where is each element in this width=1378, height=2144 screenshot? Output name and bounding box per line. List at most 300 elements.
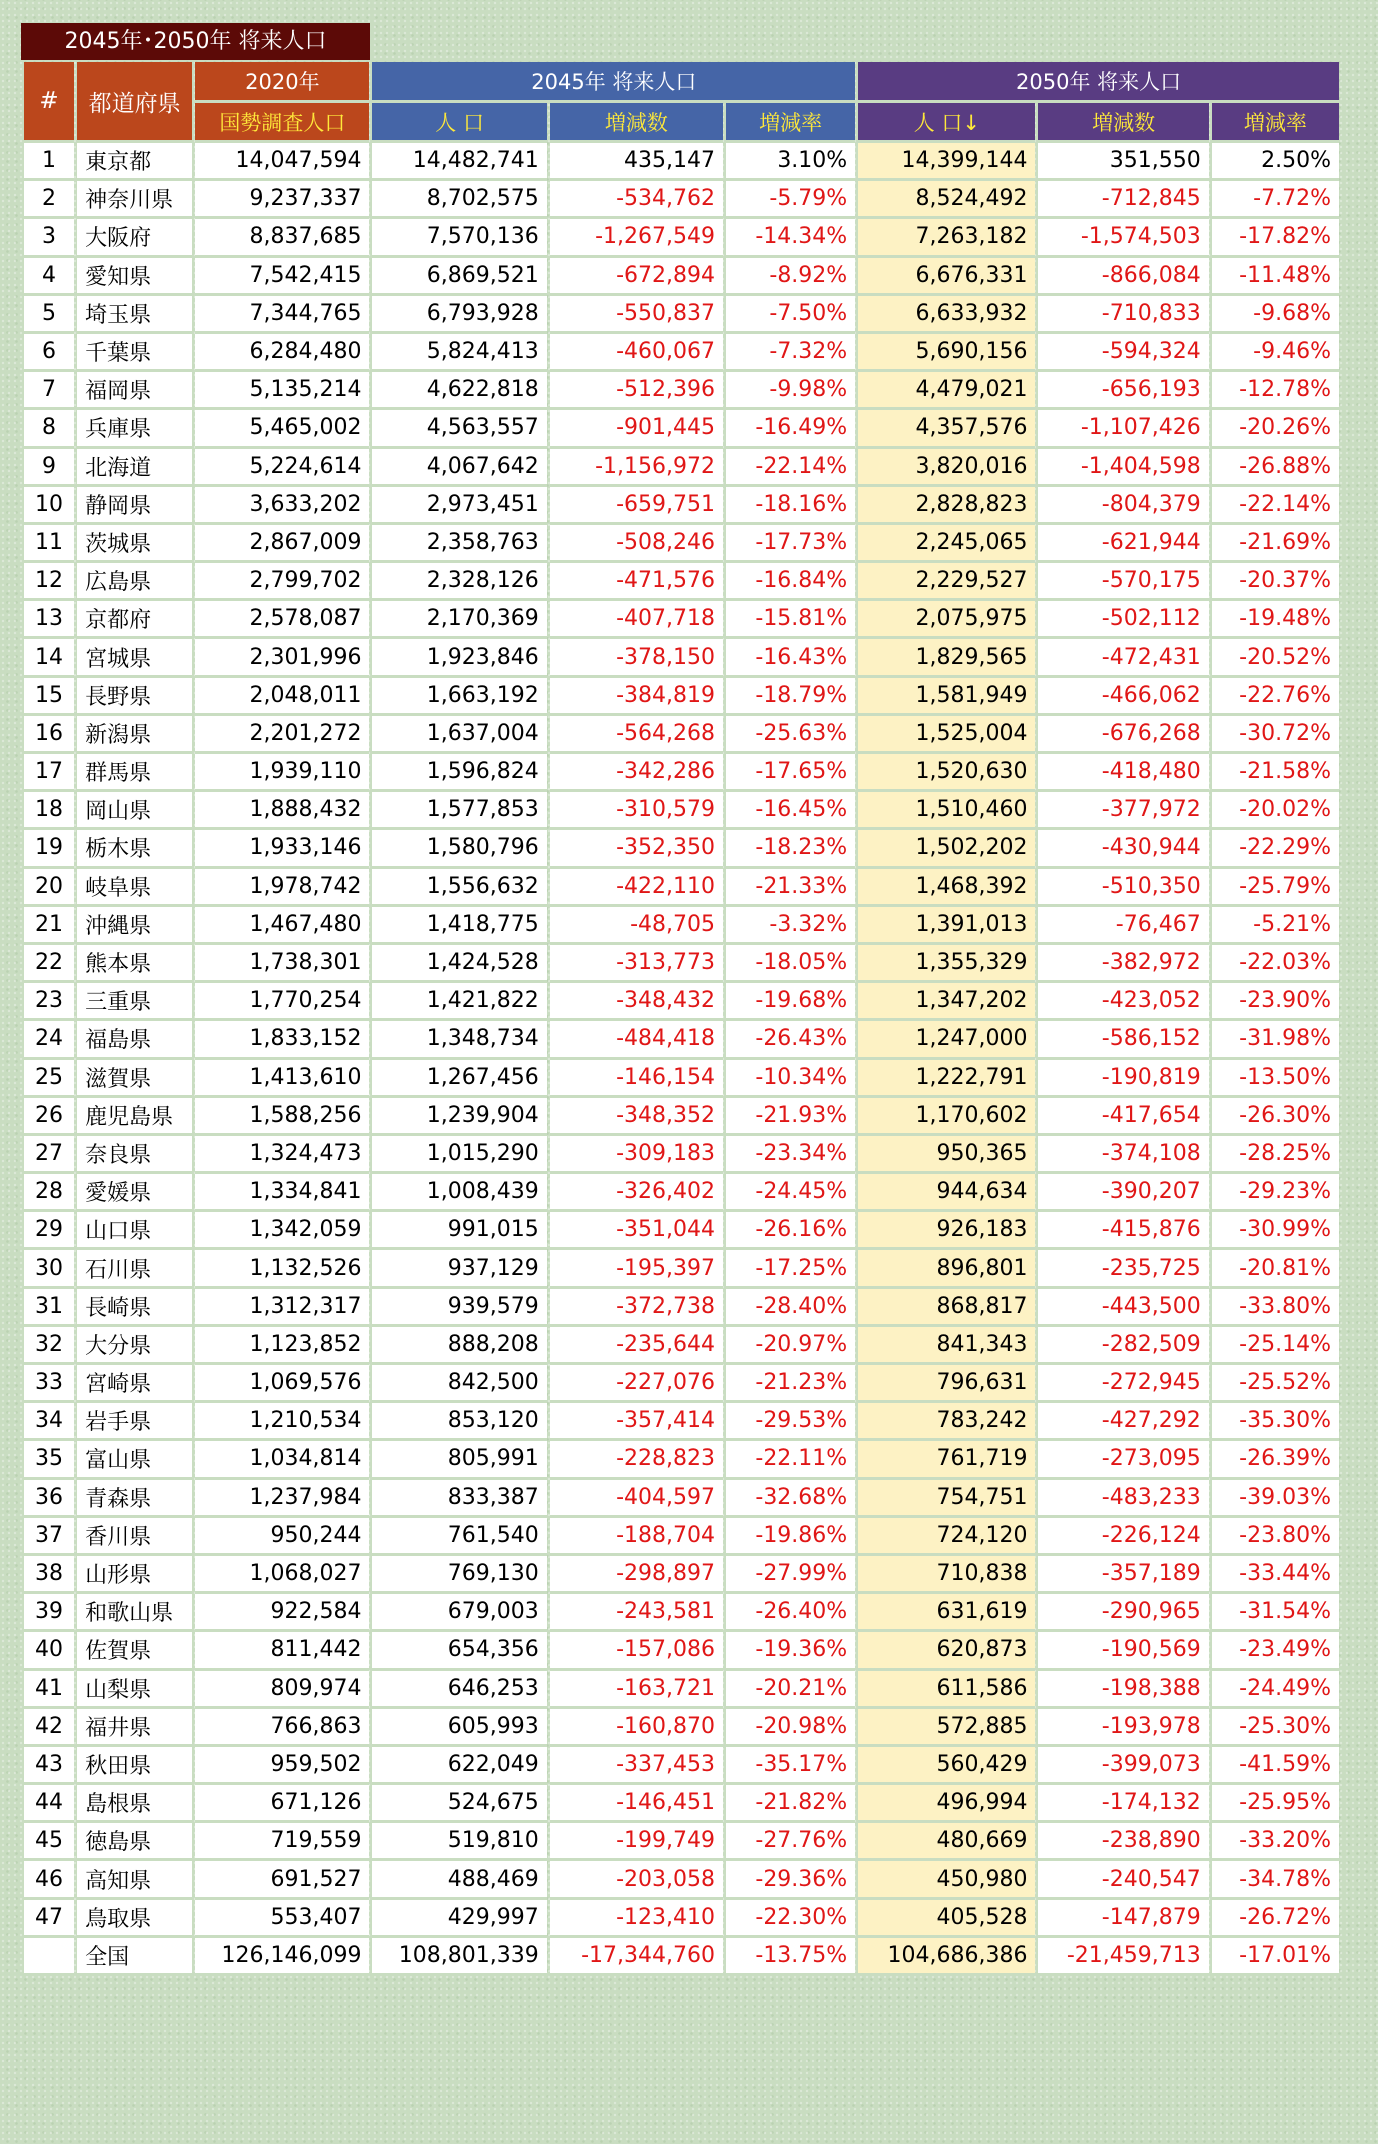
table-row xyxy=(24,754,1339,792)
table-row xyxy=(24,1441,1339,1479)
table-row xyxy=(24,372,1339,410)
change-2050-cell: -193,978 xyxy=(1038,1709,1208,1747)
pop-2050-cell: 7,263,182 xyxy=(858,219,1035,257)
change-2045-cell: -48,705 xyxy=(550,907,723,945)
change-2045-cell: -123,410 xyxy=(550,1900,723,1938)
rate-2045-cell: -24.45% xyxy=(726,1174,855,1212)
prefecture-cell: 福島県 xyxy=(77,1021,192,1059)
table-row xyxy=(24,1556,1339,1594)
rate-2045-cell: -23.34% xyxy=(726,1136,855,1174)
rate-2045-cell: -18.16% xyxy=(726,487,855,525)
rate-2045-cell: -10.34% xyxy=(726,1060,855,1098)
rate-2050-cell: -31.98% xyxy=(1212,1021,1339,1059)
change-2045-cell: -309,183 xyxy=(550,1136,723,1174)
change-2050-cell: -147,879 xyxy=(1038,1900,1208,1938)
pop-2045-cell: 429,997 xyxy=(372,1900,546,1938)
header-row-top xyxy=(24,62,1339,103)
prefecture-cell: 北海道 xyxy=(77,449,192,487)
change-2050-cell: -377,972 xyxy=(1038,792,1208,830)
rank-cell: 32 xyxy=(24,1327,74,1365)
change-2050-cell: -76,467 xyxy=(1038,907,1208,945)
census-2020-cell: 1,123,852 xyxy=(195,1327,369,1365)
change-2050-cell: -382,972 xyxy=(1038,945,1208,983)
pop-2050-cell: 572,885 xyxy=(858,1709,1035,1747)
census-2020-cell: 5,465,002 xyxy=(195,410,369,448)
table-row xyxy=(24,1060,1339,1098)
rank-cell: 40 xyxy=(24,1632,74,1670)
pop-2050-cell: 896,801 xyxy=(858,1250,1035,1288)
census-2020-cell: 1,132,526 xyxy=(195,1250,369,1288)
change-2050-cell: -190,819 xyxy=(1038,1060,1208,1098)
census-2020-cell: 1,738,301 xyxy=(195,945,369,983)
change-2050-cell: -656,193 xyxy=(1038,372,1208,410)
prefecture-cell: 滋賀県 xyxy=(77,1060,192,1098)
change-2050-cell: -417,654 xyxy=(1038,1098,1208,1136)
pop-2050-cell: 2,245,065 xyxy=(858,525,1035,563)
rate-2045-cell: -21.82% xyxy=(726,1785,855,1823)
change-2050-cell: -390,207 xyxy=(1038,1174,1208,1212)
prefecture-cell: 香川県 xyxy=(77,1518,192,1556)
rate-2045-cell: -22.11% xyxy=(726,1441,855,1479)
census-2020-cell: 1,312,317 xyxy=(195,1289,369,1327)
table-row xyxy=(24,639,1339,677)
change-2050-cell: -198,388 xyxy=(1038,1671,1208,1709)
rate-2050-cell: -25.14% xyxy=(1212,1327,1339,1365)
change-2045-cell: -508,246 xyxy=(550,525,723,563)
rate-2045-cell: -16.45% xyxy=(726,792,855,830)
rate-2050-cell: -22.29% xyxy=(1212,830,1339,868)
pop-2050-cell: 783,242 xyxy=(858,1403,1035,1441)
change-2050-cell: -290,965 xyxy=(1038,1594,1208,1632)
table-row xyxy=(24,830,1339,868)
pop-2050-cell: 631,619 xyxy=(858,1594,1035,1632)
prefecture-cell: 沖縄県 xyxy=(77,907,192,945)
rate-2050-cell: -33.44% xyxy=(1212,1556,1339,1594)
prefecture-cell: 千葉県 xyxy=(77,334,192,372)
change-2045-cell: -235,644 xyxy=(550,1327,723,1365)
table-row xyxy=(24,1021,1339,1059)
prefecture-cell: 広島県 xyxy=(77,563,192,601)
change-2045-cell: -348,432 xyxy=(550,983,723,1021)
pop-2050-cell: 480,669 xyxy=(858,1823,1035,1861)
header-2050-rate[interactable]: 増減率 xyxy=(1212,103,1339,143)
change-2050-cell: -594,324 xyxy=(1038,334,1208,372)
rank-cell: 44 xyxy=(24,1785,74,1823)
rank-cell: 2 xyxy=(24,181,74,219)
table-row xyxy=(24,1403,1339,1441)
table-row xyxy=(24,869,1339,907)
pop-2045-cell: 646,253 xyxy=(372,1671,546,1709)
pop-2045-cell: 4,622,818 xyxy=(372,372,546,410)
pop-2045-cell: 4,067,642 xyxy=(372,449,546,487)
change-2050-cell: -282,509 xyxy=(1038,1327,1208,1365)
rank-cell: 43 xyxy=(24,1747,74,1785)
pop-2045-cell: 769,130 xyxy=(372,1556,546,1594)
rate-2045-cell: -20.97% xyxy=(726,1327,855,1365)
pop-2050-cell: 1,391,013 xyxy=(858,907,1035,945)
change-2045-cell: -460,067 xyxy=(550,334,723,372)
pop-2050-cell: 944,634 xyxy=(858,1174,1035,1212)
rank-cell: 39 xyxy=(24,1594,74,1632)
census-2020-cell: 2,048,011 xyxy=(195,678,369,716)
rank-cell: 35 xyxy=(24,1441,74,1479)
change-2045-cell: -1,267,549 xyxy=(550,219,723,257)
prefecture-cell: 山口県 xyxy=(77,1212,192,1250)
header-census-population[interactable]: 国勢調査人口 xyxy=(195,103,369,143)
rate-2045-cell: -29.53% xyxy=(726,1403,855,1441)
pop-2050-cell: 3,820,016 xyxy=(858,449,1035,487)
pop-2045-cell: 1,556,632 xyxy=(372,869,546,907)
rank-cell: 8 xyxy=(24,410,74,448)
pop-2045-cell: 761,540 xyxy=(372,1518,546,1556)
pop-2050-cell: 1,829,565 xyxy=(858,639,1035,677)
pop-2050-cell: 754,751 xyxy=(858,1480,1035,1518)
header-2045-change[interactable]: 増減数 xyxy=(550,103,723,143)
rank-cell: 31 xyxy=(24,1289,74,1327)
rate-2045-cell: -29.36% xyxy=(726,1861,855,1899)
pop-2050-cell: 1,510,460 xyxy=(858,792,1035,830)
change-2050-cell: -272,945 xyxy=(1038,1365,1208,1403)
pop-2045-cell: 108,801,339 xyxy=(372,1938,546,1976)
pop-2050-cell: 620,873 xyxy=(858,1632,1035,1670)
rank-cell: 41 xyxy=(24,1671,74,1709)
table-row xyxy=(24,1174,1339,1212)
rate-2050-cell: -5.21% xyxy=(1212,907,1339,945)
prefecture-cell: 神奈川県 xyxy=(77,181,192,219)
rate-2045-cell: -17.65% xyxy=(726,754,855,792)
change-2050-cell: -226,124 xyxy=(1038,1518,1208,1556)
change-2050-cell: -621,944 xyxy=(1038,525,1208,563)
rate-2050-cell: -23.90% xyxy=(1212,983,1339,1021)
pop-2045-cell: 7,570,136 xyxy=(372,219,546,257)
change-2045-cell: -146,154 xyxy=(550,1060,723,1098)
prefecture-cell: 長野県 xyxy=(77,678,192,716)
rate-2045-cell: 3.10% xyxy=(726,143,855,181)
table-row xyxy=(24,525,1339,563)
table-row xyxy=(24,1518,1339,1556)
pop-2050-cell: 4,357,576 xyxy=(858,410,1035,448)
rank-cell: 14 xyxy=(24,639,74,677)
change-2045-cell: -471,576 xyxy=(550,563,723,601)
rate-2050-cell: -35.30% xyxy=(1212,1403,1339,1441)
pop-2045-cell: 1,008,439 xyxy=(372,1174,546,1212)
rank-cell: 3 xyxy=(24,219,74,257)
table-row xyxy=(24,1250,1339,1288)
change-2050-cell: -399,073 xyxy=(1038,1747,1208,1785)
change-2050-cell: -466,062 xyxy=(1038,678,1208,716)
rate-2050-cell: -30.99% xyxy=(1212,1212,1339,1250)
rate-2045-cell: -15.81% xyxy=(726,601,855,639)
pop-2045-cell: 5,824,413 xyxy=(372,334,546,372)
rate-2045-cell: -27.99% xyxy=(726,1556,855,1594)
header-2020: 2020年 xyxy=(195,62,369,103)
rate-2050-cell: -23.49% xyxy=(1212,1632,1339,1670)
prefecture-cell: 三重県 xyxy=(77,983,192,1021)
header-2050-group: 2050年 将来人口 xyxy=(858,62,1339,103)
table-row xyxy=(24,1594,1339,1632)
rate-2050-cell: -24.49% xyxy=(1212,1671,1339,1709)
prefecture-cell: 岩手県 xyxy=(77,1403,192,1441)
rank-cell: 25 xyxy=(24,1060,74,1098)
rate-2045-cell: -22.14% xyxy=(726,449,855,487)
census-2020-cell: 2,301,996 xyxy=(195,639,369,677)
census-2020-cell: 1,237,984 xyxy=(195,1480,369,1518)
table-title: 2045年･2050年 将来人口 xyxy=(21,23,370,60)
pop-2050-cell: 1,525,004 xyxy=(858,716,1035,754)
rank-cell: 42 xyxy=(24,1709,74,1747)
prefecture-cell: 埼玉県 xyxy=(77,296,192,334)
header-2050-population-sorted[interactable]: 人 口↓ xyxy=(858,103,1035,143)
rate-2050-cell: -30.72% xyxy=(1212,716,1339,754)
prefecture-cell: 熊本県 xyxy=(77,945,192,983)
pop-2045-cell: 1,663,192 xyxy=(372,678,546,716)
table-row xyxy=(24,1709,1339,1747)
change-2050-cell: -240,547 xyxy=(1038,1861,1208,1899)
rank-cell: 38 xyxy=(24,1556,74,1594)
change-2045-cell: -512,396 xyxy=(550,372,723,410)
rate-2045-cell: -22.30% xyxy=(726,1900,855,1938)
change-2050-cell: -586,152 xyxy=(1038,1021,1208,1059)
rank-cell: 28 xyxy=(24,1174,74,1212)
rate-2045-cell: -21.23% xyxy=(726,1365,855,1403)
prefecture-cell: 石川県 xyxy=(77,1250,192,1288)
change-2045-cell: -348,352 xyxy=(550,1098,723,1136)
rate-2045-cell: -19.68% xyxy=(726,983,855,1021)
prefecture-cell: 秋田県 xyxy=(77,1747,192,1785)
change-2050-cell: -710,833 xyxy=(1038,296,1208,334)
change-2050-cell: -174,132 xyxy=(1038,1785,1208,1823)
prefecture-cell: 全国 xyxy=(77,1938,192,1976)
header-2045-rate[interactable]: 増減率 xyxy=(726,103,855,143)
pop-2045-cell: 937,129 xyxy=(372,1250,546,1288)
table-row xyxy=(24,219,1339,257)
prefecture-cell: 愛媛県 xyxy=(77,1174,192,1212)
change-2050-cell: -357,189 xyxy=(1038,1556,1208,1594)
pop-2045-cell: 1,418,775 xyxy=(372,907,546,945)
pop-2045-cell: 1,267,456 xyxy=(372,1060,546,1098)
rate-2050-cell: -26.72% xyxy=(1212,1900,1339,1938)
pop-2050-cell: 724,120 xyxy=(858,1518,1035,1556)
table-row xyxy=(24,1289,1339,1327)
rank-cell: 5 xyxy=(24,296,74,334)
rank-cell: 10 xyxy=(24,487,74,525)
change-2045-cell: -484,418 xyxy=(550,1021,723,1059)
prefecture-cell: 東京都 xyxy=(77,143,192,181)
rate-2050-cell: -20.02% xyxy=(1212,792,1339,830)
change-2045-cell: -342,286 xyxy=(550,754,723,792)
prefecture-cell: 鳥取県 xyxy=(77,1900,192,1938)
change-2045-cell: -298,897 xyxy=(550,1556,723,1594)
rank-cell: 7 xyxy=(24,372,74,410)
rate-2050-cell: -26.30% xyxy=(1212,1098,1339,1136)
rate-2050-cell: -33.80% xyxy=(1212,1289,1339,1327)
rank-cell: 13 xyxy=(24,601,74,639)
prefecture-cell: 青森県 xyxy=(77,1480,192,1518)
rate-2050-cell: -20.52% xyxy=(1212,639,1339,677)
table-body xyxy=(24,143,1339,1976)
census-2020-cell: 9,237,337 xyxy=(195,181,369,219)
prefecture-cell: 岡山県 xyxy=(77,792,192,830)
rank-cell: 23 xyxy=(24,983,74,1021)
census-2020-cell: 126,146,099 xyxy=(195,1938,369,1976)
rate-2045-cell: -8.92% xyxy=(726,258,855,296)
header-2050-change[interactable]: 増減数 xyxy=(1038,103,1208,143)
change-2045-cell: -901,445 xyxy=(550,410,723,448)
change-2045-cell: -146,451 xyxy=(550,1785,723,1823)
change-2045-cell: -313,773 xyxy=(550,945,723,983)
prefecture-cell: 岐阜県 xyxy=(77,869,192,907)
table-row xyxy=(24,1671,1339,1709)
rank-cell: 17 xyxy=(24,754,74,792)
pop-2045-cell: 1,596,824 xyxy=(372,754,546,792)
rate-2045-cell: -19.86% xyxy=(726,1518,855,1556)
census-2020-cell: 6,284,480 xyxy=(195,334,369,372)
total-row xyxy=(24,1938,1339,1976)
table-row xyxy=(24,258,1339,296)
census-2020-cell: 2,578,087 xyxy=(195,601,369,639)
census-2020-cell: 959,502 xyxy=(195,1747,369,1785)
change-2045-cell: -163,721 xyxy=(550,1671,723,1709)
rate-2050-cell: 2.50% xyxy=(1212,143,1339,181)
rank-cell: 15 xyxy=(24,678,74,716)
rank-cell: 21 xyxy=(24,907,74,945)
rate-2045-cell: -28.40% xyxy=(726,1289,855,1327)
pop-2050-cell: 1,502,202 xyxy=(858,830,1035,868)
table-row xyxy=(24,1212,1339,1250)
rate-2050-cell: -23.80% xyxy=(1212,1518,1339,1556)
rate-2045-cell: -35.17% xyxy=(726,1747,855,1785)
pop-2050-cell: 4,479,021 xyxy=(858,372,1035,410)
table-row xyxy=(24,563,1339,601)
census-2020-cell: 1,770,254 xyxy=(195,983,369,1021)
table-row xyxy=(24,410,1339,448)
table-row xyxy=(24,792,1339,830)
change-2050-cell: -1,574,503 xyxy=(1038,219,1208,257)
rate-2045-cell: -5.79% xyxy=(726,181,855,219)
census-2020-cell: 1,933,146 xyxy=(195,830,369,868)
change-2050-cell: -238,890 xyxy=(1038,1823,1208,1861)
prefecture-cell: 愛知県 xyxy=(77,258,192,296)
pop-2045-cell: 991,015 xyxy=(372,1212,546,1250)
census-2020-cell: 1,978,742 xyxy=(195,869,369,907)
pop-2045-cell: 1,015,290 xyxy=(372,1136,546,1174)
pop-2050-cell: 710,838 xyxy=(858,1556,1035,1594)
rank-cell: 27 xyxy=(24,1136,74,1174)
change-2045-cell: -351,044 xyxy=(550,1212,723,1250)
change-2050-cell: -418,480 xyxy=(1038,754,1208,792)
pop-2045-cell: 888,208 xyxy=(372,1327,546,1365)
rate-2050-cell: -9.46% xyxy=(1212,334,1339,372)
change-2045-cell: -550,837 xyxy=(550,296,723,334)
header-2045-population[interactable]: 人 口 xyxy=(372,103,546,143)
rate-2045-cell: -20.21% xyxy=(726,1671,855,1709)
census-2020-cell: 5,224,614 xyxy=(195,449,369,487)
table-row xyxy=(24,296,1339,334)
pop-2050-cell: 950,365 xyxy=(858,1136,1035,1174)
change-2050-cell: -712,845 xyxy=(1038,181,1208,219)
rate-2045-cell: -7.50% xyxy=(726,296,855,334)
pop-2050-cell: 6,676,331 xyxy=(858,258,1035,296)
pop-2045-cell: 805,991 xyxy=(372,1441,546,1479)
table-row xyxy=(24,1480,1339,1518)
change-2050-cell: -430,944 xyxy=(1038,830,1208,868)
change-2045-cell: -195,397 xyxy=(550,1250,723,1288)
table-row xyxy=(24,1823,1339,1861)
change-2050-cell: -423,052 xyxy=(1038,983,1208,1021)
pop-2045-cell: 842,500 xyxy=(372,1365,546,1403)
pop-2045-cell: 1,421,822 xyxy=(372,983,546,1021)
table-row xyxy=(24,143,1339,181)
pop-2045-cell: 519,810 xyxy=(372,1823,546,1861)
change-2050-cell: -415,876 xyxy=(1038,1212,1208,1250)
rate-2045-cell: -21.93% xyxy=(726,1098,855,1136)
pop-2050-cell: 14,399,144 xyxy=(858,143,1035,181)
pop-2050-cell: 761,719 xyxy=(858,1441,1035,1479)
rate-2045-cell: -18.79% xyxy=(726,678,855,716)
census-2020-cell: 1,068,027 xyxy=(195,1556,369,1594)
header-number[interactable]: # xyxy=(24,62,74,143)
prefecture-cell: 徳島県 xyxy=(77,1823,192,1861)
header-2045-group: 2045年 将来人口 xyxy=(372,62,855,103)
rate-2050-cell: -21.58% xyxy=(1212,754,1339,792)
change-2045-cell: -404,597 xyxy=(550,1480,723,1518)
rank-cell: 12 xyxy=(24,563,74,601)
change-2050-cell: -1,404,598 xyxy=(1038,449,1208,487)
change-2045-cell: -357,414 xyxy=(550,1403,723,1441)
table-row xyxy=(24,678,1339,716)
pop-2045-cell: 2,358,763 xyxy=(372,525,546,563)
pop-2045-cell: 488,469 xyxy=(372,1861,546,1899)
table-row xyxy=(24,1785,1339,1823)
census-2020-cell: 1,588,256 xyxy=(195,1098,369,1136)
change-2050-cell: -866,084 xyxy=(1038,258,1208,296)
change-2050-cell: -374,108 xyxy=(1038,1136,1208,1174)
pop-2045-cell: 939,579 xyxy=(372,1289,546,1327)
change-2045-cell: -203,058 xyxy=(550,1861,723,1899)
rate-2050-cell: -11.48% xyxy=(1212,258,1339,296)
rank-cell: 33 xyxy=(24,1365,74,1403)
change-2050-cell: -443,500 xyxy=(1038,1289,1208,1327)
prefecture-cell: 茨城県 xyxy=(77,525,192,563)
pop-2050-cell: 868,817 xyxy=(858,1289,1035,1327)
census-2020-cell: 691,527 xyxy=(195,1861,369,1899)
change-2045-cell: -160,870 xyxy=(550,1709,723,1747)
census-2020-cell: 1,342,059 xyxy=(195,1212,369,1250)
pop-2045-cell: 14,482,741 xyxy=(372,143,546,181)
table-row xyxy=(24,334,1339,372)
header-prefecture[interactable]: 都道府県 xyxy=(77,62,192,143)
pop-2050-cell: 1,222,791 xyxy=(858,1060,1035,1098)
census-2020-cell: 809,974 xyxy=(195,1671,369,1709)
census-2020-cell: 5,135,214 xyxy=(195,372,369,410)
rate-2045-cell: -20.98% xyxy=(726,1709,855,1747)
table-row xyxy=(24,601,1339,639)
prefecture-cell: 静岡県 xyxy=(77,487,192,525)
rank-cell: 16 xyxy=(24,716,74,754)
rate-2045-cell: -21.33% xyxy=(726,869,855,907)
pop-2050-cell: 450,980 xyxy=(858,1861,1035,1899)
prefecture-cell: 大阪府 xyxy=(77,219,192,257)
pop-2050-cell: 1,520,630 xyxy=(858,754,1035,792)
pop-2045-cell: 1,580,796 xyxy=(372,830,546,868)
change-2045-cell: -564,268 xyxy=(550,716,723,754)
rank-cell: 6 xyxy=(24,334,74,372)
rate-2050-cell: -31.54% xyxy=(1212,1594,1339,1632)
table-row xyxy=(24,1632,1339,1670)
change-2045-cell: -534,762 xyxy=(550,181,723,219)
pop-2045-cell: 833,387 xyxy=(372,1480,546,1518)
pop-2045-cell: 2,973,451 xyxy=(372,487,546,525)
